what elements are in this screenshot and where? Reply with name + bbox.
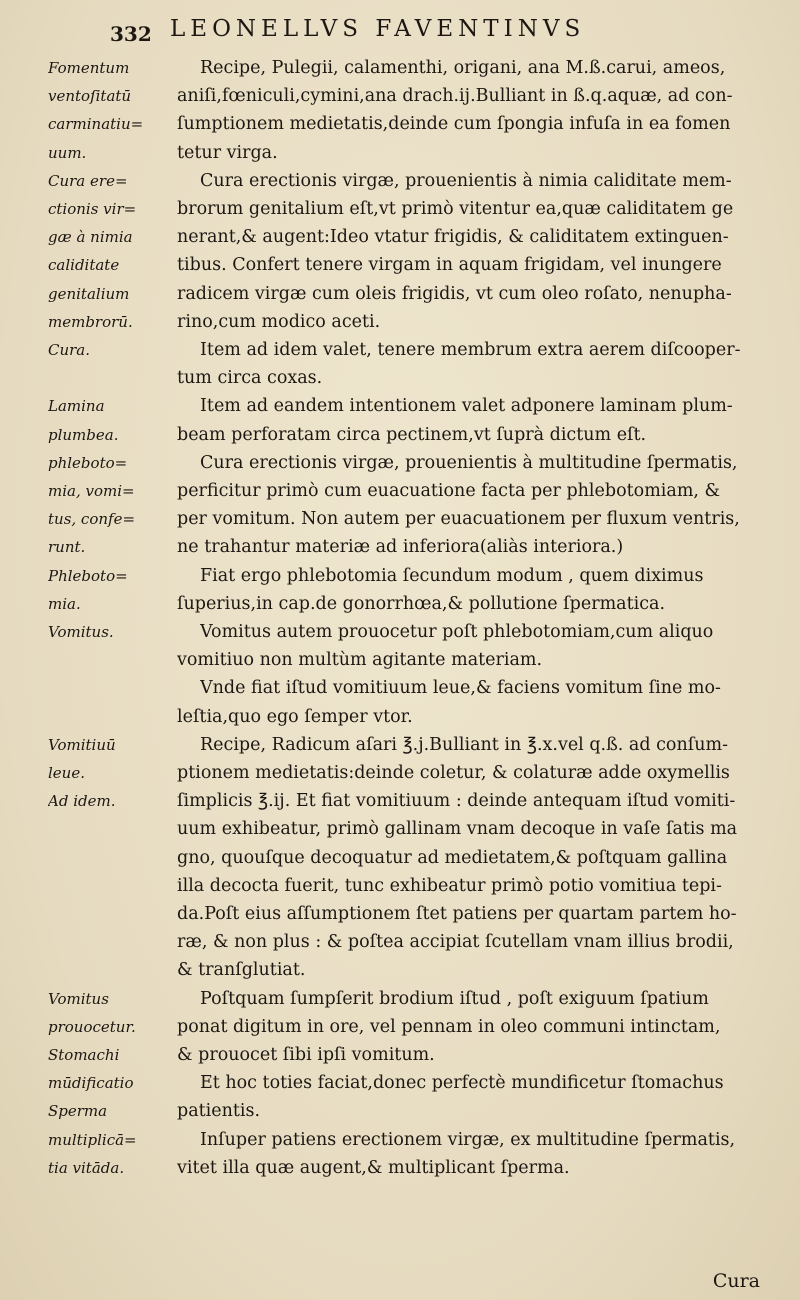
margin-note: ventoſitatū [48,87,132,106]
text-line [0,195,800,223]
text-line [0,928,800,956]
margin-note: tus, confe= [48,510,136,529]
margin-note: Fomentum [48,59,130,77]
text-line [0,646,800,674]
text-line [0,618,800,646]
line-text: vomitiuo non multùm agitante materiam. [177,650,543,671]
margin-note: Ad idem. [48,792,116,811]
margin-note: mia, vomi= [48,482,135,500]
text-line [0,900,800,928]
margin-note: Phleboto= [48,566,128,585]
margin-note: leue. [48,764,85,782]
line-text: Recipe, Radicum aſari ℥.j.Bulliant in ℥.x.vel q.ß. ad conſum- [200,734,728,755]
line-text: tum circa coxas. [177,368,323,389]
text-line [0,844,800,872]
text-line [0,505,800,533]
margin-note: phleboto= [48,453,128,472]
line-text: ne trahantur materiæ ad inferiora(aliàs interiora.) [177,537,624,558]
line-text: Cura erectionis virgæ, prouenientis à multitudine ſpermatis, [200,452,738,473]
line-text: radicem virgæ cum oleis frigidis, vt cum oleo roſato, nenupha- [177,283,732,304]
line-text: tetur virga. [177,142,278,163]
text-line [0,1097,800,1125]
page-header [0,14,800,54]
line-text: patientis. [177,1101,261,1122]
text-line [0,421,800,449]
margin-note: Vomitus [48,989,109,1008]
margin-note: ctionis vir= [48,200,137,218]
running-head: LEONELLVS FAVENTINVS [170,16,586,42]
text-line [0,562,800,590]
margin-note: mia. [48,594,81,613]
line-text: da.Poſt eius aſſumptionem ſtet patiens per quartam partem ho- [177,904,737,924]
line-text: per vomitum. Non autem per euacuationem per fluxum ventris, [177,509,740,530]
text-line [0,82,800,110]
text-line [0,251,800,279]
text-line [0,872,800,900]
page-number: 332 [110,22,152,46]
margin-note: caliditate [48,256,120,275]
line-text: Recipe, Pulegii, calamenthi, origani, ana M.ß.carui, ameos, [200,58,726,78]
text-line [0,110,800,138]
line-text: Et hoc toties faciat,donec perfectè mundificetur ſtomachus [200,1073,724,1094]
margin-note: prouocetur. [48,1017,136,1036]
line-text: ræ, & non plus : & poſtea accipiat ſcutellam vnam illius brodii, [177,932,734,953]
margin-note: Sperma [48,1102,108,1121]
text-line [0,477,800,505]
margin-note: runt. [48,538,86,557]
line-text: rino,cum modico aceti. [177,311,381,332]
line-text: Inſuper patiens erectionem virgæ, ex multitudine ſpermatis, [200,1129,736,1150]
text-line [0,308,800,336]
line-text: Cura erectionis virgæ, prouenientis à nimia caliditate mem- [200,170,732,191]
text-line [0,54,800,82]
line-text: beam perforatam circa pectinem,vt ſuprà dictum eſt. [177,424,647,445]
text-line [0,1154,800,1182]
margin-note: genitalium [48,284,130,303]
text-line [0,364,800,392]
line-text: Fiat ergo phlebotomia ſecundum modum , quem diximus [200,565,704,586]
text-line [0,1041,800,1069]
margin-note: Cura. [48,341,91,359]
line-text: ptionem medietatis:deinde coletur, & colaturæ adde oxymellis [177,763,730,783]
line-text: ſumptionem medietatis,deinde cum ſpongia infuſa in ea fomen [177,114,731,135]
line-text: brorum genitalium eſt,vt primò vitentur ea,quæ caliditatem ge [177,199,734,219]
margin-note: Cura ere= [48,171,128,190]
text-line [0,392,800,420]
text-line [0,815,800,843]
margin-note: tia vitāda. [48,1158,125,1177]
line-text: Vnde fiat iſtud vomitiuum leue,& faciens vomitum ſine mo- [200,678,721,699]
margin-note: Vomitiuū [48,735,116,754]
margin-note: plumbea. [48,425,119,444]
margin-note: multiplicā= [48,1130,137,1149]
line-text: & prouocet ſibi ipſi vomitum. [177,1045,435,1065]
text-line [0,167,800,195]
text-line [0,533,800,561]
margin-note: membrorū. [48,312,133,331]
catchword: Cura [712,1270,760,1292]
line-text: Item ad idem valet, tenere membrum extra aerem diſcooper- [200,340,741,360]
line-text: aniſi,fœniculi,cymini,ana drach.ij.Bulliant in ß.q.aquæ, ad con- [177,86,733,107]
line-text: Item ad eandem intentionem valet adponere laminam plum- [200,396,733,417]
line-text: leſtia,quo ego ſemper vtor. [177,706,413,727]
text-line [0,759,800,787]
text-line [0,787,800,815]
line-text: ponat digitum in ore, vel pennam in oleo communi intinctam, [177,1016,721,1037]
line-text: gno, quouſque decoquatur ad medietatem,& poſtquam gallina [177,847,728,868]
text-line [0,139,800,167]
line-text: & tranſglutiat. [177,960,306,981]
line-text: ſuperius,in cap.de gonorrhœa,& pollutione ſpermatica. [177,593,666,614]
line-text: Vomitus autem prouocetur poſt phlebotomiam,cum aliquo [200,622,714,642]
margin-note: Stomachi [48,1046,120,1064]
line-text: nerant,& augent:Ideo vtatur frigidis, & caliditatem extinguen- [177,227,729,248]
margin-note: Vomitus. [48,623,114,641]
margin-note: mūdificatio [48,1074,134,1093]
line-text: tibus. Confert tenere virgam in aquam frigidam, vel inungere [177,255,722,276]
text-line [0,731,800,759]
margin-note: uum. [48,143,87,162]
text-line [0,1013,800,1041]
line-text: vitet illa quæ augent,& multiplicant ſperma. [177,1157,570,1178]
text-line [0,985,800,1013]
text-line [0,1126,800,1154]
text-line [0,336,800,364]
line-text: Poſtquam ſumpſerit brodium iſtud , poſt exiguum ſpatium [200,988,709,1009]
margin-note: carminatiu= [48,115,144,134]
margin-note: gæ à nimia [48,228,133,247]
text-line [0,449,800,477]
text-line [0,956,800,984]
line-text: ſimplicis ℥.ij. Et fiat vomitiuum : deinde antequam iſtud vomiti- [177,791,736,812]
text-line [0,223,800,251]
margin-note: Lamina [48,397,105,416]
text-line [0,590,800,618]
text-line [0,674,800,702]
text-line [0,1069,800,1097]
line-text: uum exhibeatur, primò gallinam vnam decoque in vaſe ſatis ma [177,819,738,840]
text-line [0,703,800,731]
line-text: perficitur primò cum euacuatione facta per phlebotomiam, & [177,481,721,501]
text-line [0,280,800,308]
line-text: illa decocta fuerit, tunc exhibeatur primò potio vomitiua tepi- [177,875,722,896]
